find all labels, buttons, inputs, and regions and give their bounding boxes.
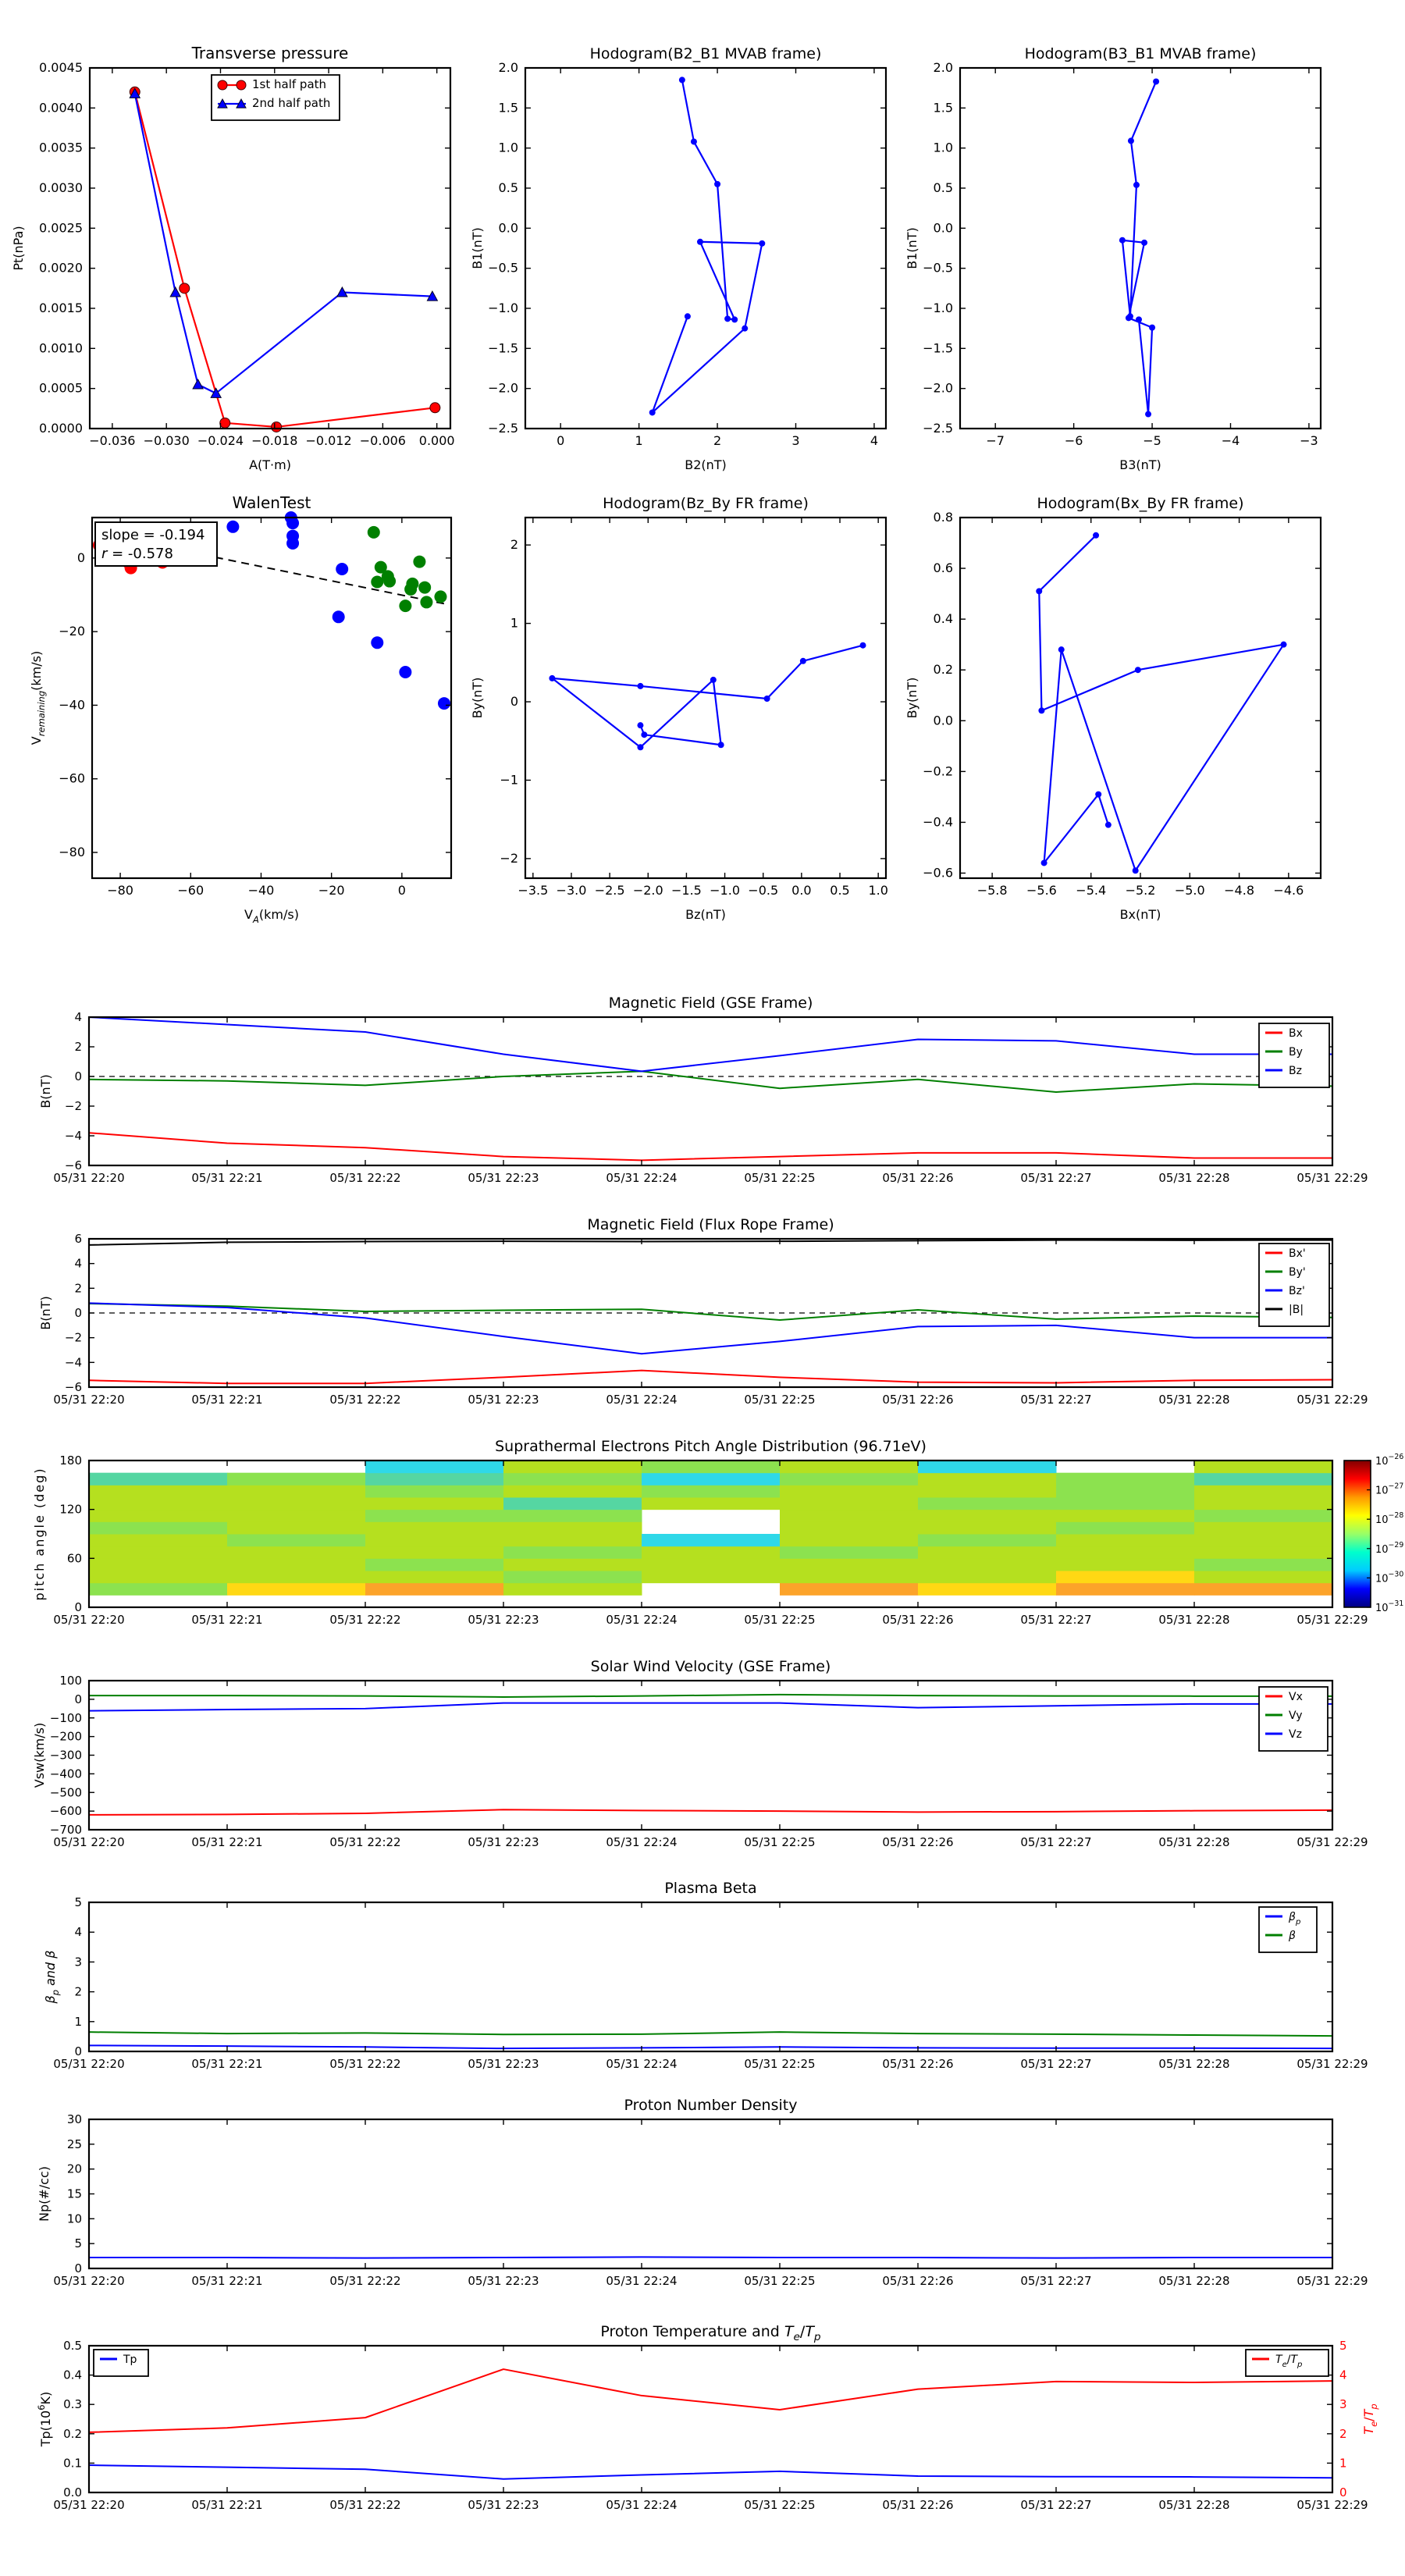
- svg-text:−2.5: −2.5: [488, 421, 518, 436]
- svg-text:0.6: 0.6: [933, 560, 953, 576]
- svg-text:−4.6: −4.6: [1273, 883, 1304, 898]
- panel-hodogram-bz-by: [470, 495, 888, 922]
- svg-text:05/31 22:20: 05/31 22:20: [53, 1171, 125, 1185]
- panel-transverse-pressure: [11, 44, 455, 472]
- svg-text:100: 100: [59, 1674, 82, 1688]
- svg-text:−2.0: −2.0: [923, 380, 953, 396]
- svg-text:−600: −600: [49, 1804, 82, 1819]
- svg-text:By(nT): By(nT): [470, 677, 485, 719]
- svg-text:5: 5: [74, 2236, 82, 2251]
- svg-text:05/31 22:28: 05/31 22:28: [1158, 2274, 1230, 2288]
- svg-text:05/31 22:25: 05/31 22:25: [744, 1171, 816, 1185]
- svg-text:Bz': Bz': [1289, 1285, 1305, 1297]
- svg-text:05/31 22:23: 05/31 22:23: [468, 1393, 539, 1407]
- svg-text:0.0040: 0.0040: [39, 100, 83, 116]
- svg-text:Bz: Bz: [1289, 1065, 1302, 1077]
- svg-text:−5.4: −5.4: [1076, 883, 1107, 898]
- svg-text:−0.036: −0.036: [89, 433, 136, 448]
- panel-proton-number-density: [37, 2097, 1368, 2288]
- svg-text:05/31 22:29: 05/31 22:29: [1297, 1393, 1368, 1407]
- svg-text:−0.2: −0.2: [923, 763, 953, 779]
- svg-text:−0.006: −0.006: [359, 433, 406, 448]
- chart-svg-bfr: [38, 1216, 1368, 1407]
- svg-text:2: 2: [1339, 2426, 1347, 2441]
- svg-text:0.2: 0.2: [63, 2426, 82, 2441]
- svg-text:05/31 22:22: 05/31 22:22: [329, 1613, 401, 1627]
- svg-text:05/31 22:23: 05/31 22:23: [468, 2057, 539, 2071]
- svg-text:05/31 22:26: 05/31 22:26: [882, 1171, 954, 1185]
- chart-svg-bgse: [38, 994, 1368, 1185]
- svg-text:05/31 22:22: 05/31 22:22: [329, 1171, 401, 1185]
- svg-text:0.0020: 0.0020: [39, 260, 83, 276]
- svg-text:0.5: 0.5: [933, 180, 953, 195]
- svg-text:05/31 22:27: 05/31 22:27: [1020, 1835, 1092, 1849]
- svg-text:2: 2: [74, 1040, 82, 1054]
- svg-text:05/31 22:23: 05/31 22:23: [468, 1171, 539, 1185]
- svg-text:0: 0: [74, 1692, 82, 1706]
- svg-text:2.0: 2.0: [498, 60, 518, 75]
- svg-text:−3: −3: [1300, 433, 1318, 448]
- svg-text:Hodogram(B2_B1 MVAB frame): Hodogram(B2_B1 MVAB frame): [589, 45, 822, 62]
- svg-text:05/31 22:20: 05/31 22:20: [53, 2274, 125, 2288]
- svg-text:0.0: 0.0: [498, 220, 518, 236]
- svg-text:05/31 22:21: 05/31 22:21: [191, 2057, 263, 2071]
- svg-text:By(nT): By(nT): [905, 677, 919, 719]
- svg-text:−2: −2: [64, 1099, 82, 1113]
- svg-text:−4: −4: [1221, 433, 1240, 448]
- svg-text:05/31 22:22: 05/31 22:22: [329, 2274, 401, 2288]
- panel-solar-wind-velocity: [32, 1658, 1368, 1849]
- svg-text:1st half path: 1st half path: [252, 77, 327, 91]
- svg-text:4: 4: [1339, 2368, 1347, 2382]
- svg-text:05/31 22:25: 05/31 22:25: [744, 1393, 816, 1407]
- svg-text:05/31 22:21: 05/31 22:21: [191, 2274, 263, 2288]
- svg-text:0: 0: [74, 1069, 82, 1083]
- svg-text:−4.8: −4.8: [1224, 883, 1255, 898]
- svg-text:1.5: 1.5: [498, 100, 518, 116]
- svg-text:05/31 22:20: 05/31 22:20: [53, 1613, 125, 1627]
- svg-text:4: 4: [74, 1925, 82, 1940]
- chart-svg-np: [37, 2097, 1368, 2288]
- svg-text:By': By': [1289, 1266, 1306, 1279]
- svg-text:25: 25: [66, 2137, 82, 2151]
- svg-text:−1.0: −1.0: [710, 883, 741, 898]
- svg-text:20: 20: [66, 2161, 82, 2176]
- svg-text:0: 0: [74, 1600, 82, 1614]
- svg-text:0.5: 0.5: [63, 2339, 82, 2353]
- svg-text:−4: −4: [64, 1129, 82, 1143]
- svg-text:30: 30: [66, 2112, 82, 2126]
- svg-text:1: 1: [510, 615, 518, 631]
- svg-text:05/31 22:27: 05/31 22:27: [1020, 1171, 1092, 1185]
- svg-text:05/31 22:29: 05/31 22:29: [1297, 2057, 1368, 2071]
- svg-text:−20: −20: [59, 624, 85, 639]
- svg-text:05/31 22:25: 05/31 22:25: [744, 1835, 816, 1849]
- svg-text:0.0000: 0.0000: [39, 421, 83, 436]
- svg-text:0: 0: [397, 883, 406, 898]
- svg-text:−2.0: −2.0: [632, 883, 663, 898]
- svg-text:−0.024: −0.024: [197, 433, 244, 448]
- svg-text:120: 120: [59, 1502, 82, 1517]
- svg-text:10−27: $10^{-27}$: [1375, 1482, 1404, 1497]
- svg-text:4: 4: [74, 1010, 82, 1024]
- svg-text:4: 4: [870, 433, 879, 448]
- svg-text:0.4: 0.4: [63, 2368, 82, 2382]
- svg-text:05/31 22:26: 05/31 22:26: [882, 2274, 954, 2288]
- svg-text:−1.5: −1.5: [923, 340, 953, 356]
- svg-text:−300: −300: [49, 1748, 82, 1763]
- svg-text:Pt(nPa): Pt(nPa): [11, 226, 26, 271]
- panel-pitch-angle-distribution: [32, 1438, 1404, 1627]
- svg-text:β: β: [1289, 1930, 1296, 1942]
- svg-text:r = -0.578: r = -0.578: [101, 546, 173, 562]
- panel-walen-test: [29, 493, 451, 925]
- svg-text:0.5: 0.5: [498, 180, 518, 195]
- svg-text:05/31 22:22: 05/31 22:22: [329, 2057, 401, 2071]
- svg-text:Bx: Bx: [1289, 1027, 1303, 1040]
- svg-text:05/31 22:29: 05/31 22:29: [1297, 1835, 1368, 1849]
- svg-text:05/31 22:26: 05/31 22:26: [882, 1393, 954, 1407]
- svg-text:15: 15: [66, 2186, 82, 2201]
- svg-text:B1(nT): B1(nT): [470, 227, 485, 269]
- svg-text:05/31 22:27: 05/31 22:27: [1020, 2498, 1092, 2512]
- svg-text:−40: −40: [247, 883, 275, 898]
- chart-svg-pt: [11, 44, 455, 472]
- svg-text:1: 1: [74, 2014, 82, 2029]
- svg-text:Transverse pressure: Transverse pressure: [191, 44, 349, 62]
- svg-text:−700: −700: [49, 1823, 82, 1837]
- svg-text:0: 0: [557, 433, 565, 448]
- panel-hodogram-b3-b1: [905, 45, 1321, 472]
- svg-text:Hodogram(Bz_By FR frame): Hodogram(Bz_By FR frame): [603, 495, 809, 512]
- chart-svg-temp: [36, 2323, 1379, 2512]
- svg-text:Hodogram(Bx_By FR frame): Hodogram(Bx_By FR frame): [1037, 495, 1244, 512]
- svg-text:−6: −6: [64, 1158, 82, 1172]
- svg-text:0.0005: 0.0005: [39, 380, 83, 396]
- svg-text:05/31 22:26: 05/31 22:26: [882, 2057, 954, 2071]
- svg-text:05/31 22:29: 05/31 22:29: [1297, 2274, 1368, 2288]
- svg-text:Suprathermal Electrons Pitch A: Suprathermal Electrons Pitch Angle Distribution (96.71eV): [495, 1438, 927, 1455]
- svg-text:Bz(nT): Bz(nT): [685, 907, 726, 922]
- svg-text:0.4: 0.4: [933, 611, 953, 627]
- panel-hodogram-b2-b1: [470, 45, 886, 472]
- svg-text:B3(nT): B3(nT): [1119, 457, 1161, 472]
- svg-text:0.0010: 0.0010: [39, 340, 83, 356]
- svg-text:10−31: $10^{-31}$: [1375, 1599, 1404, 1614]
- svg-text:0.0: 0.0: [63, 2485, 82, 2500]
- svg-text:2.0: 2.0: [933, 60, 953, 75]
- svg-text:05/31 22:24: 05/31 22:24: [606, 2274, 678, 2288]
- svg-text:−4: −4: [64, 1355, 82, 1370]
- svg-text:−6: −6: [64, 1380, 82, 1394]
- svg-text:−3.5: −3.5: [518, 883, 549, 898]
- svg-text:−5.8: −5.8: [976, 883, 1008, 898]
- svg-text:−0.4: −0.4: [923, 814, 953, 830]
- svg-text:05/31 22:25: 05/31 22:25: [744, 2057, 816, 2071]
- svg-text:05/31 22:22: 05/31 22:22: [329, 1835, 401, 1849]
- svg-text:05/31 22:21: 05/31 22:21: [191, 2498, 263, 2512]
- svg-text:10−26: $10^{-26}$: [1375, 1453, 1404, 1468]
- svg-text:−0.5: −0.5: [748, 883, 779, 898]
- svg-text:Vsw(km/s): Vsw(km/s): [32, 1722, 47, 1788]
- svg-text:Tp(106K): $Tp(10^6K)$: [36, 2391, 53, 2447]
- svg-text:05/31 22:20: 05/31 22:20: [53, 2498, 125, 2512]
- svg-text:05/31 22:23: 05/31 22:23: [468, 1613, 539, 1627]
- svg-text:−6: −6: [1064, 433, 1083, 448]
- svg-text:05/31 22:24: 05/31 22:24: [606, 1835, 678, 1849]
- svg-text:05/31 22:27: 05/31 22:27: [1020, 1393, 1092, 1407]
- svg-text:0: 0: [510, 694, 518, 710]
- svg-text:Te/Tp: $T_e/T_p$: [1275, 2354, 1303, 2369]
- svg-text:−5.6: −5.6: [1026, 883, 1057, 898]
- svg-text:10−29: $10^{-29}$: [1375, 1540, 1404, 1556]
- svg-text:−80: −80: [107, 883, 133, 898]
- svg-text:0.0: 0.0: [933, 220, 953, 236]
- svg-text:2: 2: [713, 433, 722, 448]
- svg-text:A(T·m): A(T·m): [249, 457, 291, 472]
- svg-text:B1(nT): B1(nT): [905, 227, 919, 269]
- svg-text:3: 3: [1339, 2397, 1347, 2412]
- chart-svg-b3b1: [905, 45, 1321, 472]
- svg-text:βp and β: $\beta_p$ and β: [43, 1950, 61, 2004]
- svg-text:Bx(nT): Bx(nT): [1119, 907, 1161, 922]
- svg-text:05/31 22:29: 05/31 22:29: [1297, 2498, 1368, 2512]
- svg-text:10−28: $10^{-28}$: [1375, 1511, 1404, 1527]
- svg-text:VA(km/s): $V_A(km/s)$: [244, 907, 299, 925]
- svg-text:−5.0: −5.0: [1174, 883, 1205, 898]
- svg-text:−1.0: −1.0: [488, 301, 518, 315]
- svg-text:pitch angle (deg): pitch angle (deg): [32, 1467, 47, 1601]
- svg-text:1.0: 1.0: [498, 140, 518, 155]
- svg-text:−80: −80: [59, 845, 85, 859]
- svg-text:05/31 22:24: 05/31 22:24: [606, 1171, 678, 1185]
- panel-magnetic-field-flux-rope: [38, 1216, 1368, 1407]
- svg-text:5: 5: [74, 1895, 82, 1909]
- svg-text:−200: −200: [49, 1729, 82, 1744]
- svg-text:By: By: [1289, 1046, 1303, 1059]
- svg-text:05/31 22:26: 05/31 22:26: [882, 1835, 954, 1849]
- svg-text:Vremaining(km/s): $V_{remaining}(km/s)$: [29, 650, 47, 745]
- svg-text:−3.0: −3.0: [556, 883, 587, 898]
- chart-svg-walen: [29, 493, 451, 925]
- svg-text:2: 2: [74, 1984, 82, 1999]
- svg-text:−40: −40: [59, 697, 85, 713]
- svg-text:slope = -0.194: slope = -0.194: [101, 527, 205, 543]
- svg-text:−0.6: −0.6: [923, 865, 953, 881]
- svg-text:1: 1: [1339, 2456, 1347, 2471]
- svg-text:−500: −500: [49, 1785, 82, 1800]
- svg-text:05/31 22:28: 05/31 22:28: [1158, 1835, 1230, 1849]
- svg-text:05/31 22:25: 05/31 22:25: [744, 2498, 816, 2512]
- svg-text:05/31 22:24: 05/31 22:24: [606, 2057, 678, 2071]
- svg-text:0.000: 0.000: [418, 433, 455, 448]
- svg-text:−2.0: −2.0: [488, 380, 518, 396]
- svg-text:βp: $\beta_p$: [1289, 1911, 1301, 1927]
- svg-text:Proton Number Density: Proton Number Density: [624, 2097, 798, 2114]
- svg-text:3: 3: [74, 1955, 82, 1969]
- svg-text:|B|: |B|: [1289, 1304, 1304, 1316]
- svg-text:0.0045: 0.0045: [39, 60, 83, 75]
- svg-text:Magnetic Field (GSE Frame): Magnetic Field (GSE Frame): [608, 994, 813, 1012]
- svg-text:0.0030: 0.0030: [39, 180, 83, 195]
- svg-text:0.3: 0.3: [63, 2397, 82, 2412]
- svg-text:0: 0: [74, 1306, 82, 1320]
- svg-text:2: 2: [510, 537, 518, 553]
- svg-text:05/31 22:21: 05/31 22:21: [191, 1171, 263, 1185]
- svg-text:05/31 22:21: 05/31 22:21: [191, 1835, 263, 1849]
- svg-text:B(nT): B(nT): [38, 1296, 53, 1330]
- chart-svg-b2b1: [470, 45, 886, 472]
- panel-magnetic-field-gse: [38, 994, 1368, 1185]
- svg-text:−0.5: −0.5: [923, 260, 953, 276]
- svg-text:−0.018: −0.018: [251, 433, 298, 448]
- svg-text:−100: −100: [49, 1710, 82, 1725]
- svg-text:−0.030: −0.030: [143, 433, 190, 448]
- svg-text:05/31 22:25: 05/31 22:25: [744, 1613, 816, 1627]
- svg-text:05/31 22:27: 05/31 22:27: [1020, 2274, 1092, 2288]
- svg-text:−5: −5: [1143, 433, 1161, 448]
- chart-svg-bzby: [470, 495, 888, 922]
- svg-text:0.2: 0.2: [933, 662, 953, 678]
- svg-text:Tp: Tp: [123, 2354, 137, 2366]
- svg-text:−400: −400: [49, 1767, 82, 1781]
- svg-text:05/31 22:26: 05/31 22:26: [882, 2498, 954, 2512]
- svg-text:Np(#/cc): Np(#/cc): [37, 2166, 52, 2222]
- chart-svg-pad: [32, 1438, 1404, 1627]
- svg-text:B(nT): B(nT): [38, 1074, 53, 1108]
- svg-text:−2: −2: [500, 850, 518, 866]
- svg-text:−1: −1: [500, 772, 518, 788]
- svg-text:0.0035: 0.0035: [39, 140, 83, 155]
- svg-text:60: 60: [66, 1551, 82, 1566]
- svg-text:0: 0: [1339, 2485, 1347, 2500]
- svg-text:05/31 22:21: 05/31 22:21: [191, 1393, 263, 1407]
- svg-text:05/31 22:22: 05/31 22:22: [329, 2498, 401, 2512]
- svg-text:2: 2: [74, 1281, 82, 1296]
- svg-text:05/31 22:23: 05/31 22:23: [468, 2274, 539, 2288]
- svg-text:−2: −2: [64, 1330, 82, 1345]
- svg-text:05/31 22:25: 05/31 22:25: [744, 2274, 816, 2288]
- svg-text:WalenTest: WalenTest: [232, 493, 311, 512]
- svg-text:05/31 22:21: 05/31 22:21: [191, 1613, 263, 1627]
- svg-text:05/31 22:20: 05/31 22:20: [53, 1835, 125, 1849]
- svg-text:05/31 22:23: 05/31 22:23: [468, 1835, 539, 1849]
- svg-text:5: 5: [1339, 2339, 1347, 2353]
- svg-text:05/31 22:24: 05/31 22:24: [606, 1393, 678, 1407]
- svg-text:0.0: 0.0: [933, 713, 953, 728]
- svg-text:Vz: Vz: [1289, 1728, 1302, 1741]
- svg-text:0.8: 0.8: [933, 510, 953, 525]
- svg-text:180: 180: [59, 1453, 82, 1468]
- svg-text:−7: −7: [986, 433, 1005, 448]
- svg-text:0: 0: [76, 550, 85, 565]
- svg-text:0.0025: 0.0025: [39, 220, 83, 236]
- svg-text:0.0: 0.0: [791, 883, 812, 898]
- svg-text:1.5: 1.5: [933, 100, 953, 116]
- svg-text:−0.5: −0.5: [488, 260, 518, 276]
- svg-text:Magnetic Field (Flux Rope Fram: Magnetic Field (Flux Rope Frame): [587, 1216, 834, 1233]
- svg-text:−2.5: −2.5: [594, 883, 625, 898]
- svg-text:1.0: 1.0: [933, 140, 953, 155]
- svg-text:2nd half path: 2nd half path: [252, 96, 331, 110]
- panel-plasma-beta: [43, 1880, 1368, 2071]
- svg-text:−1.5: −1.5: [488, 340, 518, 356]
- svg-text:05/31 22:24: 05/31 22:24: [606, 1613, 678, 1627]
- svg-text:05/31 22:28: 05/31 22:28: [1158, 2057, 1230, 2071]
- svg-text:Te/Tp: $T_e/T_p$: [1361, 2403, 1379, 2435]
- svg-text:05/31 22:28: 05/31 22:28: [1158, 1171, 1230, 1185]
- svg-text:−60: −60: [177, 883, 205, 898]
- svg-text:Vy: Vy: [1289, 1710, 1303, 1722]
- svg-text:Solar Wind Velocity (GSE Frame: Solar Wind Velocity (GSE Frame): [590, 1658, 831, 1675]
- svg-text:3: 3: [791, 433, 800, 448]
- svg-text:05/31 22:27: 05/31 22:27: [1020, 2057, 1092, 2071]
- svg-text:−1.5: −1.5: [670, 883, 702, 898]
- svg-text:−20: −20: [318, 883, 345, 898]
- panel-hodogram-bx-by: [905, 495, 1321, 922]
- svg-text:0.1: 0.1: [63, 2456, 82, 2471]
- svg-text:−1.0: −1.0: [923, 301, 953, 315]
- svg-text:Vx: Vx: [1289, 1691, 1303, 1703]
- svg-text:Plasma Beta: Plasma Beta: [664, 1880, 757, 1897]
- svg-text:05/31 22:29: 05/31 22:29: [1297, 1613, 1368, 1627]
- svg-text:−2.5: −2.5: [923, 421, 953, 436]
- svg-text:Proton Temperature and Te/Tp: Proton Temperature and $T_e/T_p$: [600, 2323, 821, 2343]
- svg-text:05/31 22:24: 05/31 22:24: [606, 2498, 678, 2512]
- chart-svg-vsw: [32, 1658, 1368, 1849]
- svg-text:05/31 22:27: 05/31 22:27: [1020, 1613, 1092, 1627]
- svg-text:0: 0: [74, 2261, 82, 2275]
- svg-text:05/31 22:22: 05/31 22:22: [329, 1393, 401, 1407]
- svg-text:Hodogram(B3_B1 MVAB frame): Hodogram(B3_B1 MVAB frame): [1024, 45, 1257, 62]
- svg-text:1.0: 1.0: [868, 883, 888, 898]
- svg-text:05/31 22:28: 05/31 22:28: [1158, 2498, 1230, 2512]
- svg-text:1: 1: [635, 433, 643, 448]
- svg-text:10: 10: [66, 2211, 82, 2226]
- svg-text:−0.012: −0.012: [305, 433, 352, 448]
- svg-text:05/31 22:23: 05/31 22:23: [468, 2498, 539, 2512]
- svg-text:0: 0: [74, 2044, 82, 2058]
- svg-text:6: 6: [74, 1232, 82, 1246]
- chart-svg-bxby: [905, 495, 1321, 922]
- svg-text:05/31 22:28: 05/31 22:28: [1158, 1393, 1230, 1407]
- svg-text:10−30: $10^{-30}$: [1375, 1570, 1404, 1585]
- svg-text:−60: −60: [59, 770, 85, 786]
- svg-text:05/31 22:26: 05/31 22:26: [882, 1613, 954, 1627]
- svg-text:−5.2: −5.2: [1125, 883, 1156, 898]
- svg-text:Bx': Bx': [1289, 1247, 1306, 1260]
- svg-text:05/31 22:28: 05/31 22:28: [1158, 1613, 1230, 1627]
- svg-text:0.5: 0.5: [830, 883, 850, 898]
- svg-text:4: 4: [74, 1256, 82, 1271]
- svg-text:B2(nT): B2(nT): [685, 457, 727, 472]
- svg-text:05/31 22:29: 05/31 22:29: [1297, 1171, 1368, 1185]
- svg-text:05/31 22:20: 05/31 22:20: [53, 1393, 125, 1407]
- svg-text:0.0015: 0.0015: [39, 301, 83, 315]
- svg-text:05/31 22:20: 05/31 22:20: [53, 2057, 125, 2071]
- panel-proton-temperature: [36, 2323, 1379, 2512]
